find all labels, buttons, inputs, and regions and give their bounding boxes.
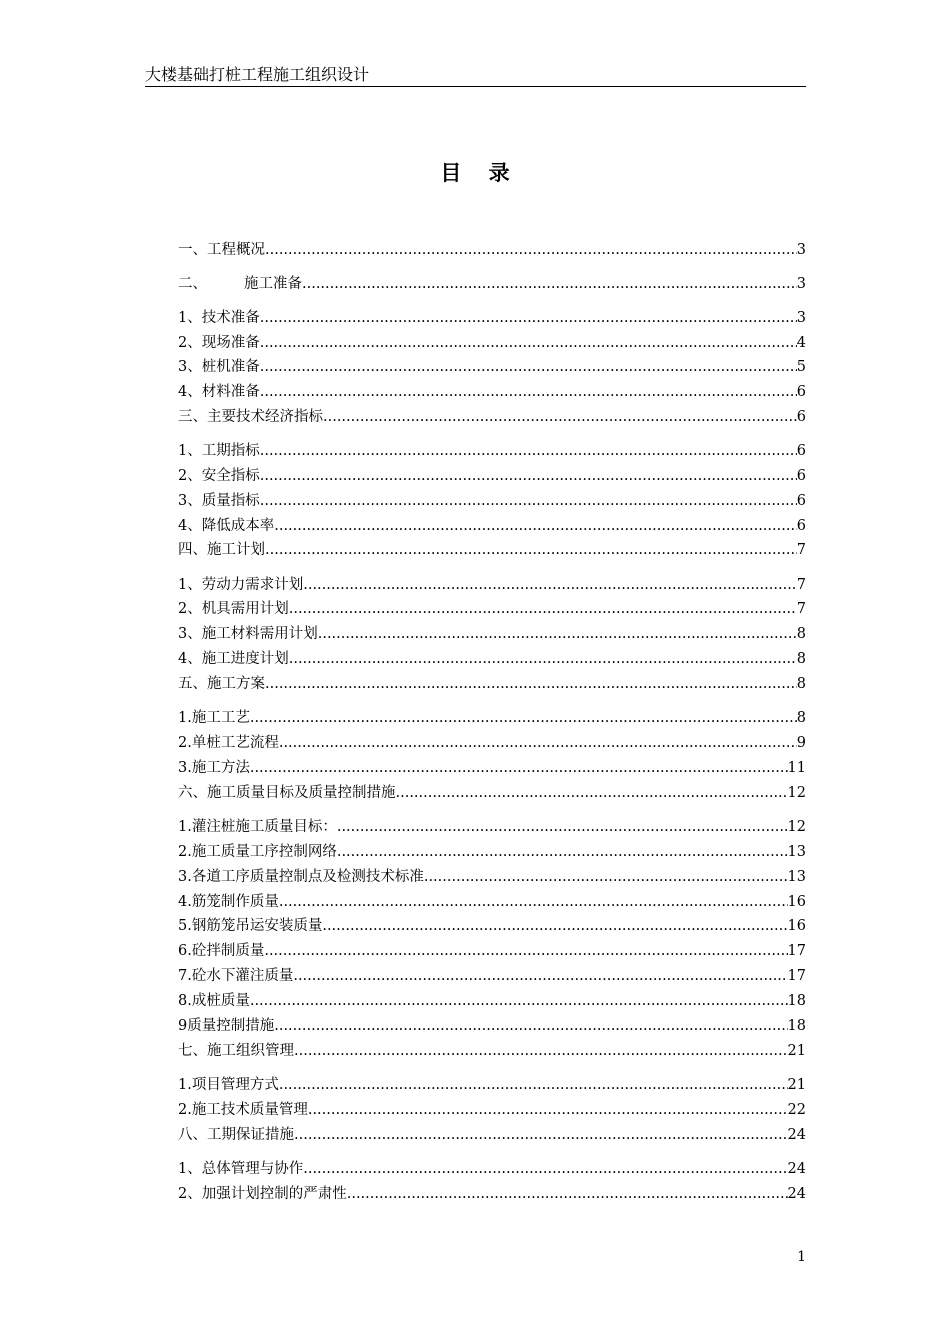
- toc-leader-dots: [424, 868, 788, 886]
- toc-entry-page: 18: [787, 1018, 806, 1034]
- toc-leader-dots: [337, 843, 788, 861]
- toc-entry[interactable]: [178, 650, 806, 668]
- toc-entry-page: 13: [787, 869, 806, 885]
- toc-leader-dots: [260, 467, 797, 485]
- toc-entry-label: 四、施工计划: [178, 542, 265, 558]
- toc-leader-dots: [347, 1185, 788, 1203]
- toc-entry-label: 9质量控制措施: [178, 1018, 275, 1034]
- toc-entry-label: 4、材料准备: [178, 384, 260, 400]
- toc-entry-page: 24: [787, 1127, 806, 1143]
- toc-entry-label: 三、主要技术经济指标: [178, 409, 323, 425]
- toc-leader-dots: [294, 1126, 788, 1144]
- page-number: 1: [797, 1249, 806, 1265]
- toc-entry[interactable]: [178, 1017, 806, 1035]
- toc-leader-dots: [274, 517, 797, 535]
- toc-entry-label: 1.项目管理方式: [178, 1077, 279, 1093]
- toc-entry[interactable]: [178, 625, 806, 643]
- toc-entry-page: 8: [796, 676, 806, 692]
- toc-leader-dots: [303, 576, 797, 594]
- toc-entry-page: 16: [787, 918, 806, 934]
- toc-entry[interactable]: [178, 1042, 806, 1060]
- toc-entry[interactable]: [178, 759, 806, 777]
- toc-entry-page: 12: [787, 785, 806, 801]
- toc-leader-dots: [303, 1160, 787, 1178]
- toc-entry-page: 5: [796, 359, 806, 375]
- toc-entry-page: 3: [796, 242, 806, 258]
- toc-leader-dots: [250, 992, 788, 1010]
- toc-leader-dots: [260, 334, 797, 352]
- toc-entry[interactable]: [178, 275, 806, 293]
- toc-leader-dots: [279, 1076, 788, 1094]
- toc-entry-label: 八、工期保证措施: [178, 1127, 294, 1143]
- toc-entry[interactable]: [178, 1101, 806, 1119]
- toc-entry-page: 17: [787, 968, 806, 984]
- toc-entry-page: 6: [796, 384, 806, 400]
- toc-entry-page: 17: [787, 943, 806, 959]
- toc-entry[interactable]: [178, 868, 806, 886]
- toc-entry[interactable]: [178, 1160, 806, 1178]
- toc-entry-page: 12: [787, 819, 806, 835]
- toc-entry-label: 3.各道工序质量控制点及检测技术标准: [178, 869, 424, 885]
- toc-entry[interactable]: [178, 992, 806, 1010]
- toc-entry-label: 4.筋笼制作质量: [178, 894, 279, 910]
- toc-entry-label: 3、桩机准备: [178, 359, 260, 375]
- toc-entry[interactable]: [178, 893, 806, 911]
- toc-leader-dots: [294, 1042, 788, 1060]
- toc-entry-label: 2、安全指标: [178, 468, 260, 484]
- toc-entry-page: 21: [787, 1077, 806, 1093]
- toc-entry-label: 五、施工方案: [178, 676, 265, 692]
- toc-entry-label: 3、质量指标: [178, 493, 260, 509]
- toc-entry-page: 8: [796, 651, 806, 667]
- toc-entry[interactable]: [178, 967, 806, 985]
- toc-entry[interactable]: [178, 358, 806, 376]
- toc-leader-dots: [265, 241, 797, 259]
- toc-entry-label: 5.钢筋笼吊运安装质量: [178, 918, 323, 934]
- toc-entry[interactable]: [178, 467, 806, 485]
- toc-entry[interactable]: [178, 942, 806, 960]
- toc-leader-dots: [260, 442, 797, 460]
- table-of-contents: [178, 0, 806, 1344]
- toc-entry-label: 2.单桩工艺流程: [178, 735, 279, 751]
- toc-entry[interactable]: [178, 383, 806, 401]
- toc-entry-label: 2.施工技术质量管理: [178, 1102, 308, 1118]
- running-header: 大楼基础打桩工程施工组织设计: [145, 64, 806, 87]
- toc-entry-page: 24: [787, 1186, 806, 1202]
- toc-entry-page: 4: [796, 335, 806, 351]
- toc-entry[interactable]: [178, 843, 806, 861]
- toc-entry[interactable]: [178, 818, 806, 836]
- toc-leader-dots: [318, 625, 797, 643]
- toc-entry-label: 3.施工方法: [178, 760, 250, 776]
- toc-entry[interactable]: [178, 917, 806, 935]
- toc-entry-label: 2.施工质量工序控制网络: [178, 844, 337, 860]
- toc-entry-label: 1、技术准备: [178, 310, 260, 326]
- toc-entry[interactable]: [178, 734, 806, 752]
- toc-leader-dots: [250, 709, 797, 727]
- toc-leader-dots: [279, 893, 788, 911]
- toc-entry-label: 8.成桩质量: [178, 993, 250, 1009]
- toc-entry-page: 7: [796, 542, 806, 558]
- toc-leader-dots: [260, 383, 797, 401]
- toc-entry-label: 1.灌注桩施工质量目标：: [178, 819, 337, 835]
- toc-leader-dots: [260, 492, 797, 510]
- toc-entry-page: 6: [796, 493, 806, 509]
- toc-leader-dots: [293, 967, 787, 985]
- toc-leader-dots: [265, 675, 797, 693]
- toc-leader-dots: [265, 541, 797, 559]
- toc-entry[interactable]: [178, 334, 806, 352]
- page-title: 目 录: [440, 161, 520, 185]
- toc-entry-page: 24: [787, 1161, 806, 1177]
- toc-entry-page: 3: [796, 276, 806, 292]
- toc-entry-page: 21: [787, 1043, 806, 1059]
- toc-entry-label: 6.砼拌制质量: [178, 943, 265, 959]
- toc-entry-page: 7: [796, 601, 806, 617]
- toc-entry[interactable]: [178, 1076, 806, 1094]
- toc-leader-dots: [396, 784, 788, 802]
- toc-entry[interactable]: [178, 442, 806, 460]
- toc-entry-page: 3: [796, 310, 806, 326]
- toc-entry-label: 1.施工工艺: [178, 710, 250, 726]
- toc-entry-page: 18: [787, 993, 806, 1009]
- toc-entry-page: 6: [796, 409, 806, 425]
- toc-leader-dots: [260, 309, 797, 327]
- toc-leader-dots: [289, 650, 797, 668]
- toc-entry[interactable]: [178, 1126, 806, 1144]
- toc-entry-label: 7.砼水下灌注质量: [178, 968, 294, 984]
- toc-leader-dots: [260, 358, 797, 376]
- toc-entry-label: 4、施工进度计划: [178, 651, 289, 667]
- toc-entry-page: 16: [787, 894, 806, 910]
- toc-entry-label: 1、工期指标: [178, 443, 260, 459]
- toc-entry-page: 6: [796, 468, 806, 484]
- toc-entry[interactable]: [178, 1185, 806, 1203]
- toc-entry[interactable]: [178, 675, 806, 693]
- toc-entry[interactable]: [178, 517, 806, 535]
- toc-entry-page: 7: [796, 577, 806, 593]
- toc-entry-page: 8: [796, 626, 806, 642]
- toc-entry[interactable]: [178, 784, 806, 802]
- toc-entry-label: 3、施工材料需用计划: [178, 626, 318, 642]
- toc-entry-label: 二、 施工准备: [178, 276, 302, 292]
- toc-leader-dots: [264, 942, 787, 960]
- toc-entry-label: 1、劳动力需求计划: [178, 577, 304, 593]
- toc-entry-page: 9: [796, 735, 806, 751]
- toc-leader-dots: [302, 275, 797, 293]
- toc-leader-dots: [322, 917, 787, 935]
- toc-entry[interactable]: [178, 241, 806, 259]
- toc-entry-label: 1、总体管理与协作: [178, 1161, 304, 1177]
- toc-entry-label: 2、现场准备: [178, 335, 260, 351]
- toc-entry[interactable]: [178, 600, 806, 618]
- toc-entry-label: 2、机具需用计划: [178, 601, 289, 617]
- toc-entry[interactable]: [178, 576, 806, 594]
- toc-leader-dots: [323, 408, 797, 426]
- toc-entry-label: 2、加强计划控制的严肃性: [178, 1186, 347, 1202]
- toc-entry[interactable]: [178, 492, 806, 510]
- toc-entry[interactable]: [178, 709, 806, 727]
- toc-entry-label: 六、施工质量目标及质量控制措施: [178, 785, 396, 801]
- toc-entry-page: 6: [796, 518, 806, 534]
- toc-leader-dots: [250, 759, 788, 777]
- toc-leader-dots: [308, 1101, 788, 1119]
- toc-leader-dots: [337, 818, 788, 836]
- toc-entry-page: 11: [787, 760, 806, 776]
- toc-entry[interactable]: [178, 309, 806, 327]
- toc-entry[interactable]: [178, 408, 806, 426]
- toc-leader-dots: [274, 1017, 787, 1035]
- toc-entry-page: 13: [787, 844, 806, 860]
- toc-entry-label: 七、施工组织管理: [178, 1043, 294, 1059]
- toc-entry-label: 一、工程概况: [178, 242, 265, 258]
- toc-leader-dots: [279, 734, 797, 752]
- toc-entry-page: 22: [787, 1102, 806, 1118]
- toc-entry[interactable]: [178, 541, 806, 559]
- toc-entry-page: 8: [796, 710, 806, 726]
- toc-leader-dots: [289, 600, 797, 618]
- toc-entry-page: 6: [796, 443, 806, 459]
- toc-entry-label: 4、降低成本率: [178, 518, 275, 534]
